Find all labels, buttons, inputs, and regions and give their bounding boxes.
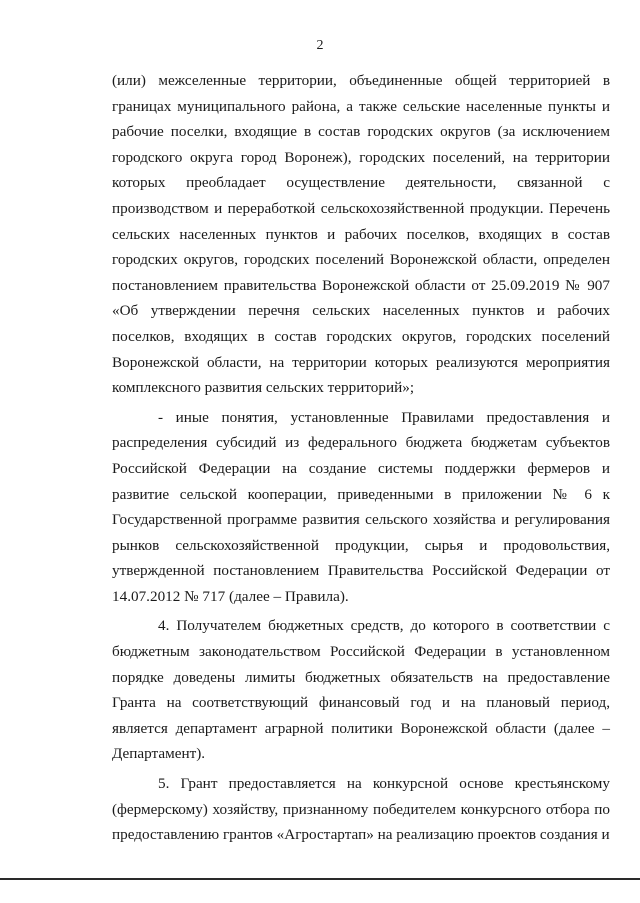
paragraph-item-5: 5. Грант предоставляется на конкурсной основе крестьянскому (фермерскому) хозяйству, признанному победителем конкурсного отбора по предоставлению грантов «Агростартап» на реализацию проектов создания и <box>112 775 610 844</box>
document-body <box>112 68 610 848</box>
page-number: 2 <box>316 38 324 53</box>
paragraph-item-4: 4. Получателем бюджетных средств, до которого в соответствии с бюджетным законодательством Российской Федерации в установленном порядке доведены лимиты бюджетных обязательств на предоставление Гранта на соответствующий финансовый год и на плановый период, является департамент аграрной политики Воронежской области (далее – Департамент). <box>112 617 610 763</box>
bottom-rule <box>0 878 640 880</box>
paragraph-other-terms: - иные понятия, установленные Правилами предоставления и распределения субсидий из федерального бюджета бюджетам субъектов Российской Федерации на создание системы поддержки фермеров и развитие сельской кооперации, приведенными в приложении № 6 к Государственной программе развития сельского хозяйства и регулирования рынков сельскохозяйственной продукции, сырья и продовольствия, утвержденной постановлением Правительства Российской Федерации от 14.07.2012 № 717 (далее – Правила). <box>112 408 610 605</box>
paragraph-continuation: (или) межселенные территории, объединенные общей территорией в границах муниципального района, а также сельские населенные пункты и рабочие поселки, входящие в состав городских округов (за исключением городского округа город Воронеж), городских поселений, на территории которых преобладает осуществление деятельности, связанной с производством и переработкой сельскохозяйственной продукции. Перечень сельских населенных пунктов и рабочих поселков, входящих в состав городских округов, городских поселений Воронежской области, определен постановлением правительства Воронежской области от 25.09.2019 № 907 «Об утверждении перечня сельских населенных пунктов и рабочих поселков, входящих в состав городских округов, городских поселений Воронежской области, на территории которых реализуются мероприятия комплексного развития сельских территорий»; <box>112 72 610 397</box>
